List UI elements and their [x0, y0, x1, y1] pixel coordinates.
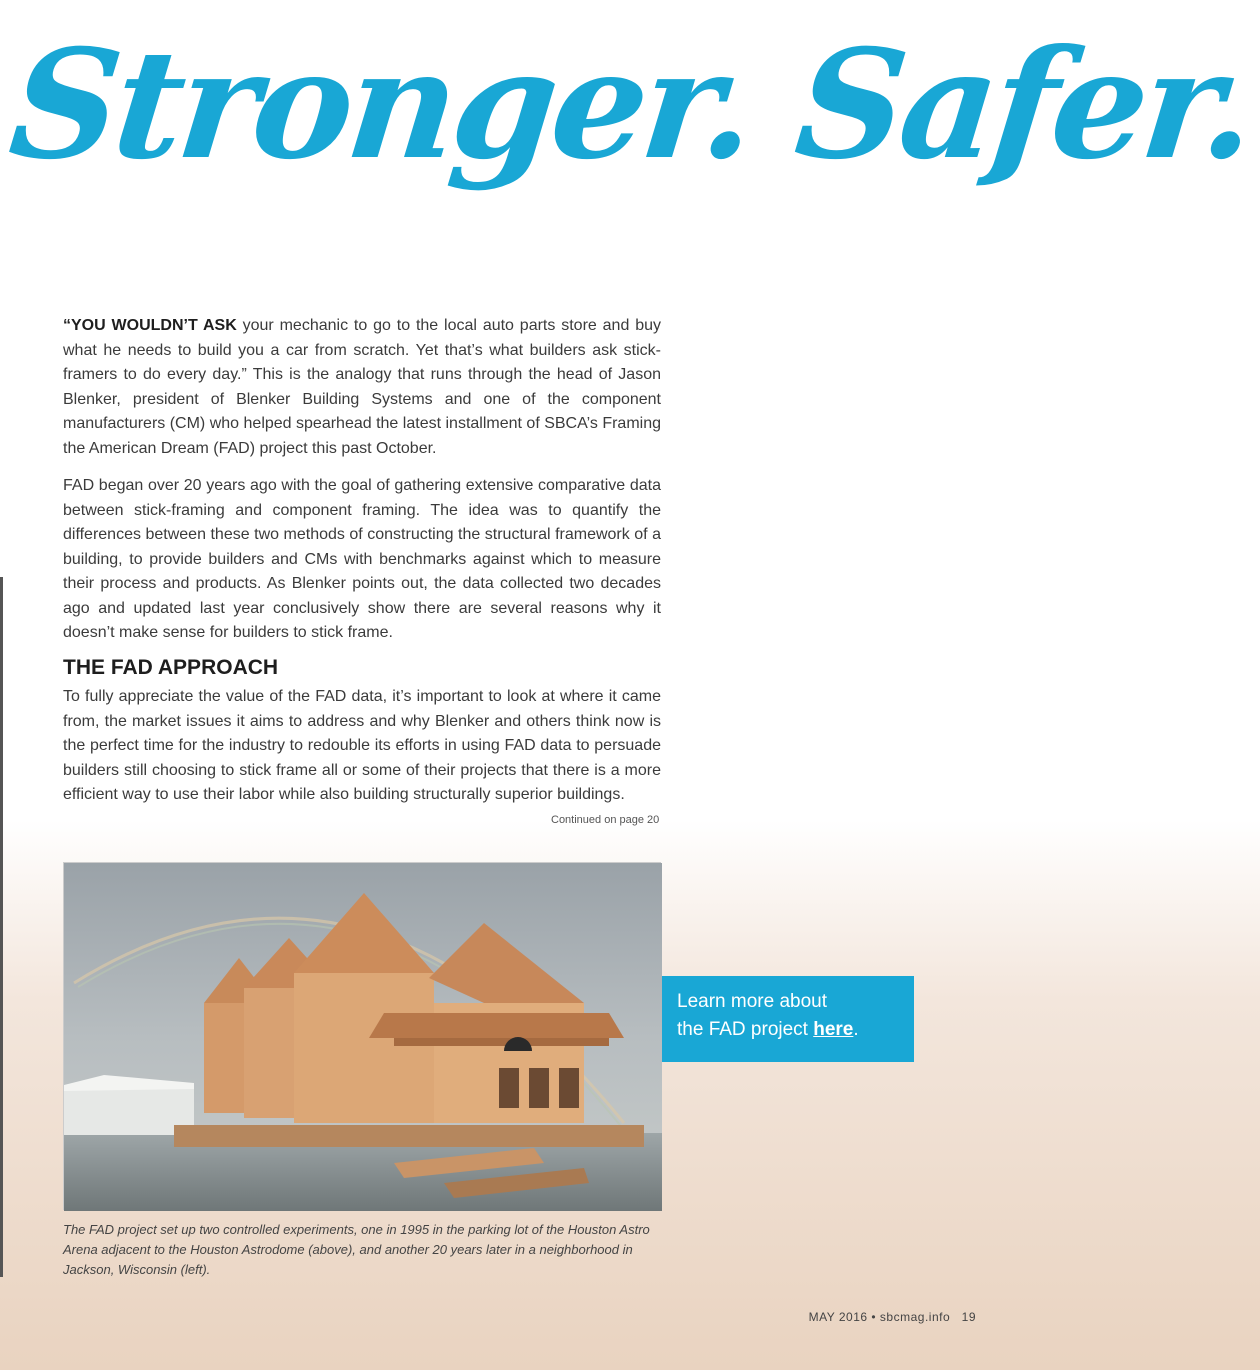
photo-caption: The FAD project set up two controlled experiments, one in 1995 in the parking lot of the Houston Astro Arena adjacent to the Houston Astrodome (above), and another 20 years later in a neighborhood in Jackson, Wisconsin (left). [63, 1222, 650, 1277]
page-number: 19 [961, 1310, 976, 1324]
callout-line-2-text: the FAD project [677, 1019, 814, 1040]
fad-project-link[interactable]: here [813, 1019, 854, 1040]
page-headline: Stronger. Safer. [2, 17, 1260, 193]
paragraph-3-text: To fully appreciate the value of the FAD data, it’s important to look at where it came from, the market issues it aims to address and why Blenker and others think now is the perfect time for the industry to redouble its efforts in using FAD data to persuade builders still choosing to stick frame all or some of their projects that there is a more efficient way to use their labor while also building structurally superior buildings. [63, 688, 661, 803]
house-under-construction-photo [63, 862, 661, 1210]
callout-suffix: . [853, 1019, 859, 1040]
article-paragraph-1 [63, 314, 661, 461]
callout-line-2 [677, 1016, 899, 1044]
page-footer [809, 1310, 976, 1324]
left-margin-rule [0, 577, 3, 1277]
footer-text: MAY 2016 • sbcmag.info [808, 1310, 951, 1324]
lead-in: “YOU WOULDN’T ASK [63, 317, 237, 334]
paragraph-1-text: your mechanic to go to the local auto parts store and buy what he needs to build you a car from scratch. Yet that’s what builders ask stick-framers to do every day.” This is the analogy that runs through the head of Jason Blenker, president of Blenker Building Systems and one of the component manufacturers (CM) who helped spearhead the latest installment of SBCA’s Framing the American Dream (FAD) project this past October. [63, 317, 661, 457]
callout-line-1: Learn more about [677, 991, 827, 1012]
article-paragraph-3 [63, 685, 661, 808]
learn-more-callout [662, 976, 914, 1062]
paragraph-2-text: FAD began over 20 years ago with the goal of gathering extensive comparative data between stick-framing and component framing. The idea was to quantify the differences between these two methods of constructing the structural framework of a building, to provide builders and CMs with benchmarks against which to measure their process and products. As Blenker points out, the data collected two decades ago and updated last year conclusively show there are several reasons why it doesn’t make sense for builders to stick frame. [63, 477, 661, 641]
continued-note: Continued on page 20 [551, 814, 660, 826]
section-heading: THE FAD APPROACH [63, 656, 279, 679]
article-paragraph-2 [63, 474, 661, 646]
